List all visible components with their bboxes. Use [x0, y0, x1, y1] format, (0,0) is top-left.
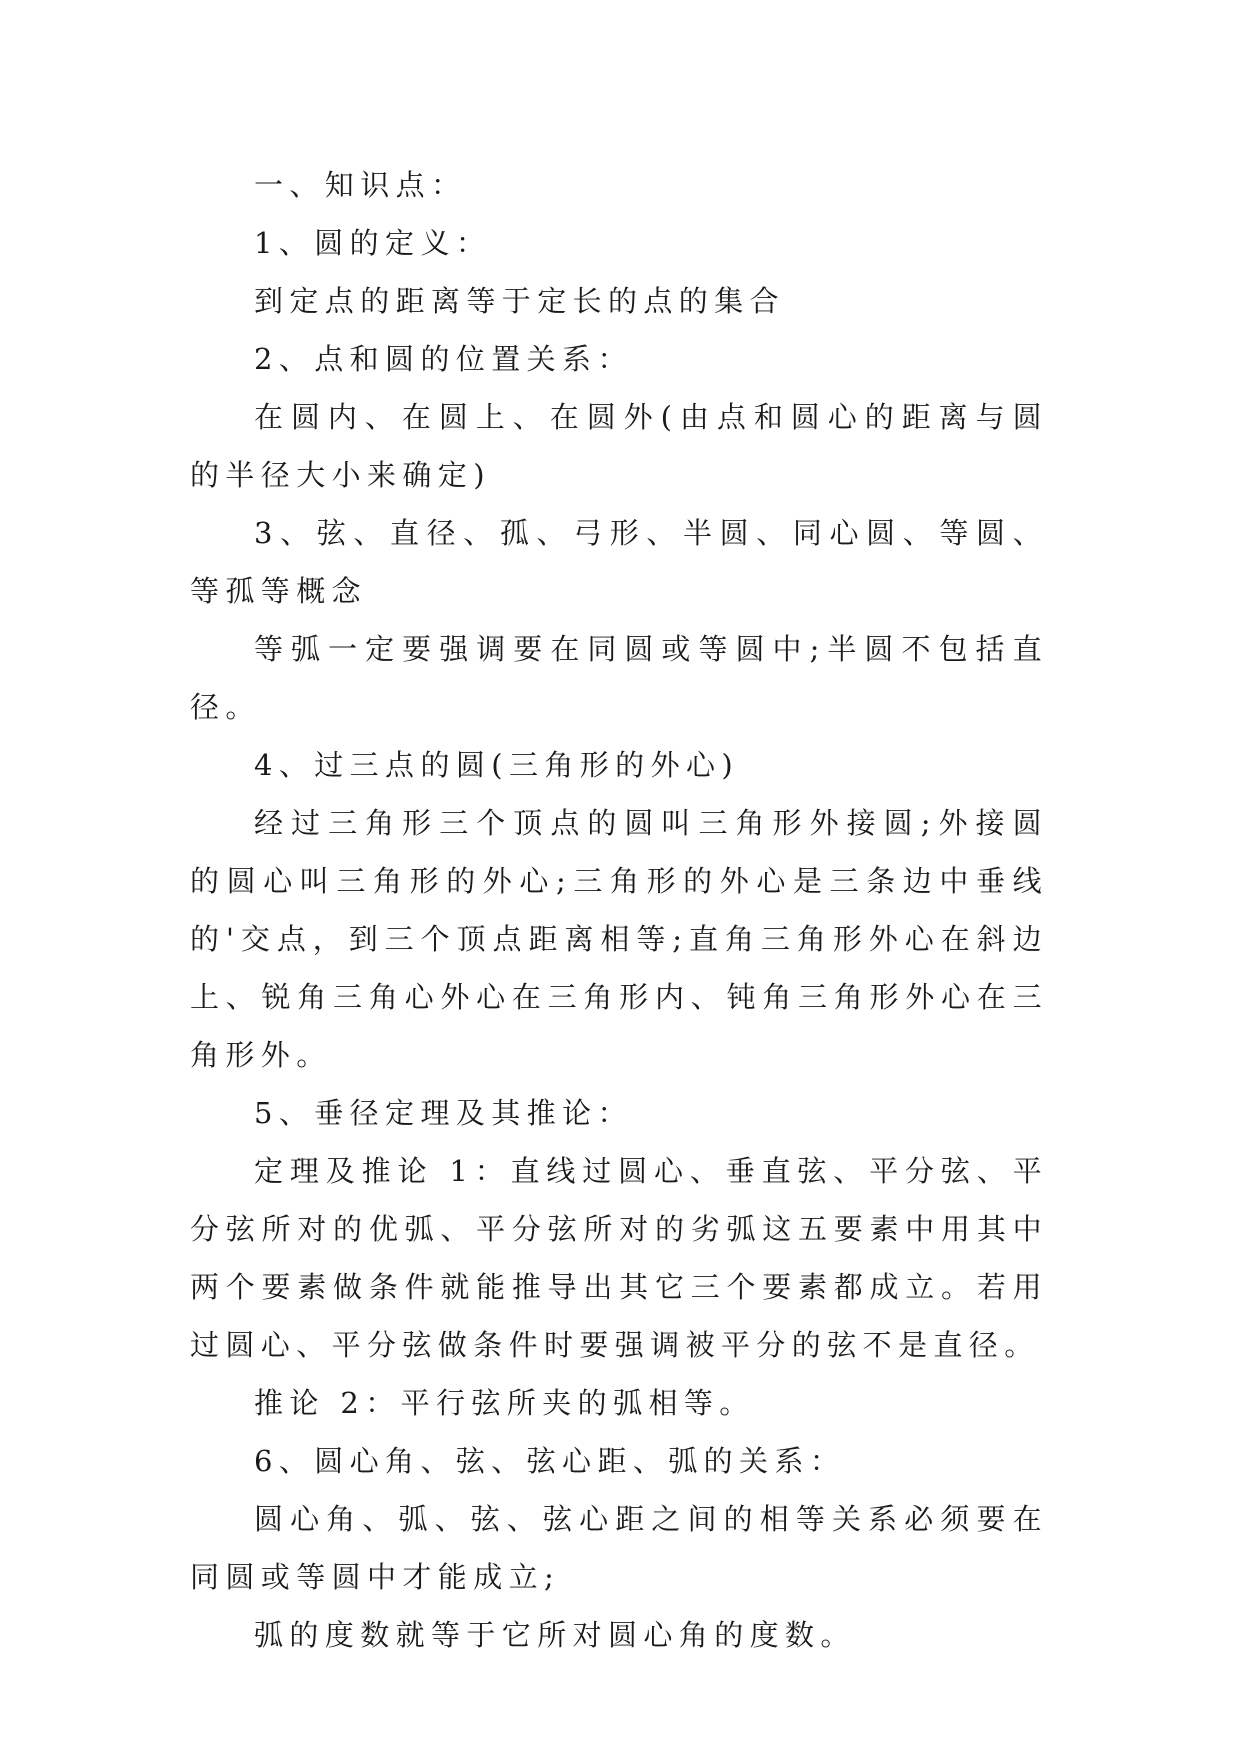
item-heading-circumcircle: 4、过三点的圆(三角形的外心) [254, 748, 740, 782]
paragraph-corollary-2: 推论 2：平行弦所夹的弧相等。 [254, 1386, 755, 1420]
paragraph-circumcircle: 经过三角形三个顶点的圆叫三角形外接圆;外接圆的圆心叫三角形的外心;三角形的外心是三条边中垂线的'交点，到三个顶点距离相等;直角三角形外心在斜边上、锐角三角心外心在三角形内、钝角三角形外心在三角形外。 [190, 806, 1048, 1072]
document-body [190, 156, 1048, 1664]
item-heading-concepts: 3、弦、直径、孤、弓形、半圆、同心圆、等圆、等孤等概念 [190, 516, 1048, 608]
paragraph-central-angle-relations: 圆心角、弧、弦、弦心距之间的相等关系必须要在同圆或等圆中才能成立; [190, 1502, 1048, 1594]
section-heading-knowledge-points: 一、知识点： [254, 168, 467, 202]
paragraph-circle-definition: 到定点的距离等于定长的点的集合 [254, 284, 786, 318]
paragraph-point-circle-position: 在圆内、在圆上、在圆外(由点和圆心的距离与圆的半径大小来确定) [190, 400, 1048, 492]
item-heading-circle-definition: 1、圆的定义： [254, 226, 492, 260]
paragraph-theorem-corollary-1: 定理及推论 1：直线过圆心、垂直弦、平分弦、平分弦所对的优弧、平分弦所对的劣弧这五要素中用其中两个要素做条件就能推导出其它三个要素都成立。若用过圆心、平分弦做条件时要强调被平分的弦不是直径。 [190, 1154, 1048, 1362]
item-heading-central-angle-relations: 6、圆心角、弦、弦心距、弧的关系： [254, 1444, 846, 1478]
item-heading-point-circle-position: 2、点和圆的位置关系： [254, 342, 633, 376]
paragraph-arc-degree: 弧的度数就等于它所对圆心角的度数。 [254, 1618, 856, 1652]
paragraph-equal-arcs-note: 等弧一定要强调要在同圆或等圆中;半圆不包括直径。 [190, 632, 1048, 724]
item-heading-perpendicular-diameter-theorem: 5、垂径定理及其推论： [254, 1096, 633, 1130]
